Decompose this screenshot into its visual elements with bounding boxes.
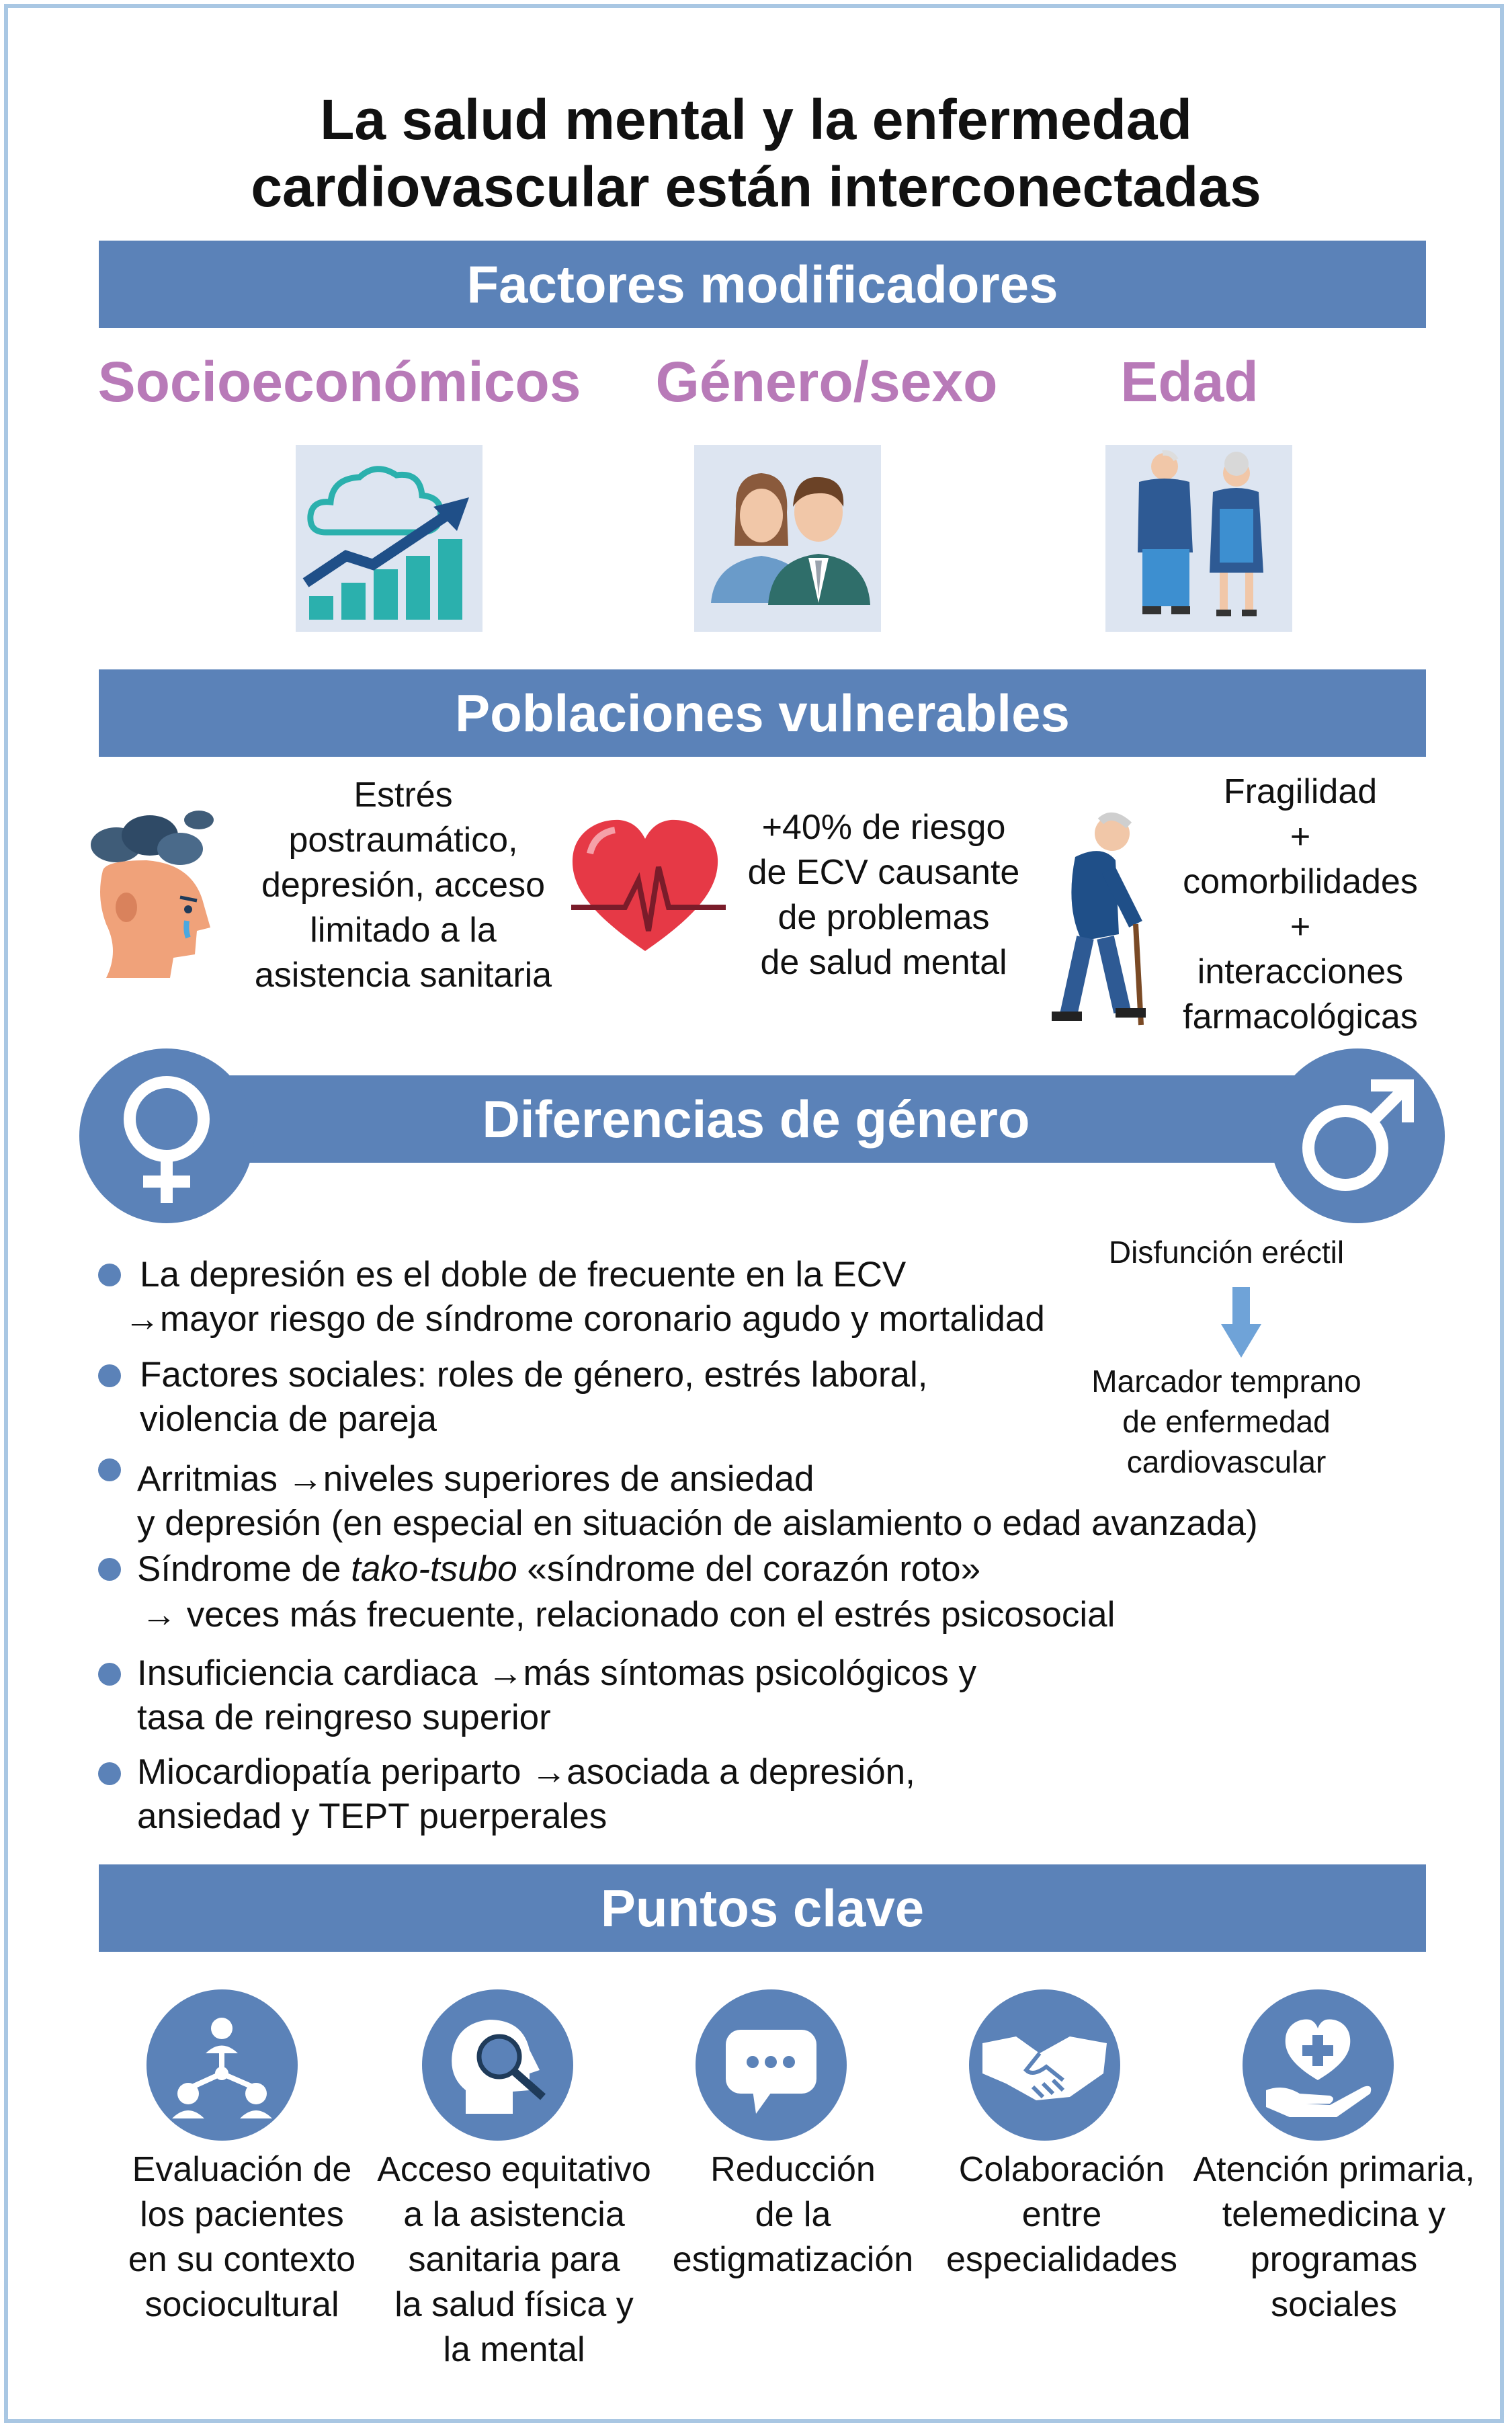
bullet-3-line2: y depresión (en especial en situación de aislamiento o edad avanzada): [137, 1503, 1258, 1543]
arrow-down-icon: [1218, 1287, 1265, 1361]
bullet-3-line1: Arritmias →niveles superiores de ansiedad: [137, 1459, 814, 1499]
arrow-right-icon: →: [287, 1459, 323, 1499]
elderly-couple-icon: [1105, 445, 1292, 632]
vulnerable-text-left: Estrés postraumático, depresión, acceso limitado a la asistencia sanitaria: [254, 776, 552, 995]
male-symbol-icon: [1270, 1048, 1445, 1223]
section-banner-puntos: Puntos clave: [99, 1864, 1426, 1952]
bullet-dot: [98, 1458, 121, 1481]
page-title-line1: La salud mental y la enfermedad: [320, 88, 1192, 151]
bullet-1-line2: →mayor riesgo de síndrome coronario agudo y mortalidad: [124, 1299, 1045, 1339]
male-note-top: Disfunción eréctil: [1108, 1235, 1345, 1270]
bullet-2-line1: Factores sociales: roles de género, estrés laboral,: [140, 1355, 928, 1395]
arrow-right-icon: →: [531, 1752, 567, 1792]
handshake-icon: [969, 1989, 1120, 2141]
keypoint-text-3: Reducción de la estigmatización: [672, 2150, 914, 2279]
factor-label-socioeconomicos: Socioeconómicos: [97, 350, 581, 413]
elderly-cane-icon: [1028, 807, 1149, 1028]
bullet-6-line2: ansiedad y TEPT puerperales: [137, 1797, 607, 1836]
factor-label-genero: Género/sexo: [655, 350, 998, 413]
bullet-4-line1: Síndrome de tako-tsubo «síndrome del corazón roto»: [137, 1549, 981, 1589]
female-symbol-icon: [79, 1048, 254, 1223]
bullet-5-line2: tasa de reingreso superior: [137, 1698, 551, 1737]
section-banner-diferencias: Diferencias de género: [168, 1075, 1344, 1163]
keypoint-text-4: Colaboración entre especialidades: [946, 2150, 1178, 2279]
head-magnifier-icon: [422, 1989, 573, 2141]
arrow-right-icon: →: [487, 1653, 523, 1693]
male-note-bottom: Marcador temprano de enfermedad cardiovascular: [1091, 1364, 1361, 1479]
page-title-line2: cardiovascular están interconectadas: [251, 155, 1261, 218]
people-network-icon: [146, 1989, 298, 2141]
bullet-6-line1: Miocardiopatía periparto →asociada a depresión,: [137, 1752, 915, 1792]
bullet-dot: [98, 1663, 121, 1686]
vulnerable-text-right: Fragilidad + comorbilidades + interacciones farmacológicas: [1183, 772, 1418, 1036]
keypoint-text-5: Atención primaria, telemedicina y programas sociales: [1193, 2150, 1475, 2324]
vulnerable-text-middle: +40% de riesgo de ECV causante de problemas de salud mental: [747, 808, 1020, 982]
bullet-dot: [98, 1264, 121, 1286]
bullet-1-line1: La depresión es el doble de frecuente en la ECV: [140, 1255, 907, 1294]
factor-label-edad: Edad: [1120, 350, 1259, 413]
arrow-right-icon: →: [141, 1595, 177, 1635]
keypoint-text-2: Acceso equitativo a la asistencia sanitaria para la salud física y la mental: [377, 2150, 651, 2369]
speech-bubble-icon: [696, 1989, 847, 2141]
stressed-head-icon: [79, 796, 224, 981]
section-banner-poblaciones: Poblaciones vulnerables: [99, 669, 1426, 757]
cloud-growth-icon: [296, 445, 482, 632]
bullet-dot: [98, 1762, 121, 1785]
section-banner-factores: Factores modificadores: [99, 241, 1426, 328]
bullet-dot: [98, 1364, 121, 1387]
bullet-4-line2: → veces más frecuente, relacionado con el estrés psicosocial: [141, 1595, 1116, 1635]
bullet-2-line2: violencia de pareja: [140, 1399, 437, 1439]
bullet-dot: [98, 1558, 121, 1581]
keypoint-text-1: Evaluación de los pacientes en su contexto sociocultural: [128, 2150, 356, 2324]
woman-man-icon: [694, 445, 881, 632]
heart-ecg-icon: [564, 813, 726, 961]
arrow-right-icon: →: [124, 1299, 160, 1339]
bullet-5-line1: Insuficiencia cardiaca →más síntomas psicológicos y: [137, 1653, 976, 1693]
heart-hand-icon: [1243, 1989, 1394, 2141]
